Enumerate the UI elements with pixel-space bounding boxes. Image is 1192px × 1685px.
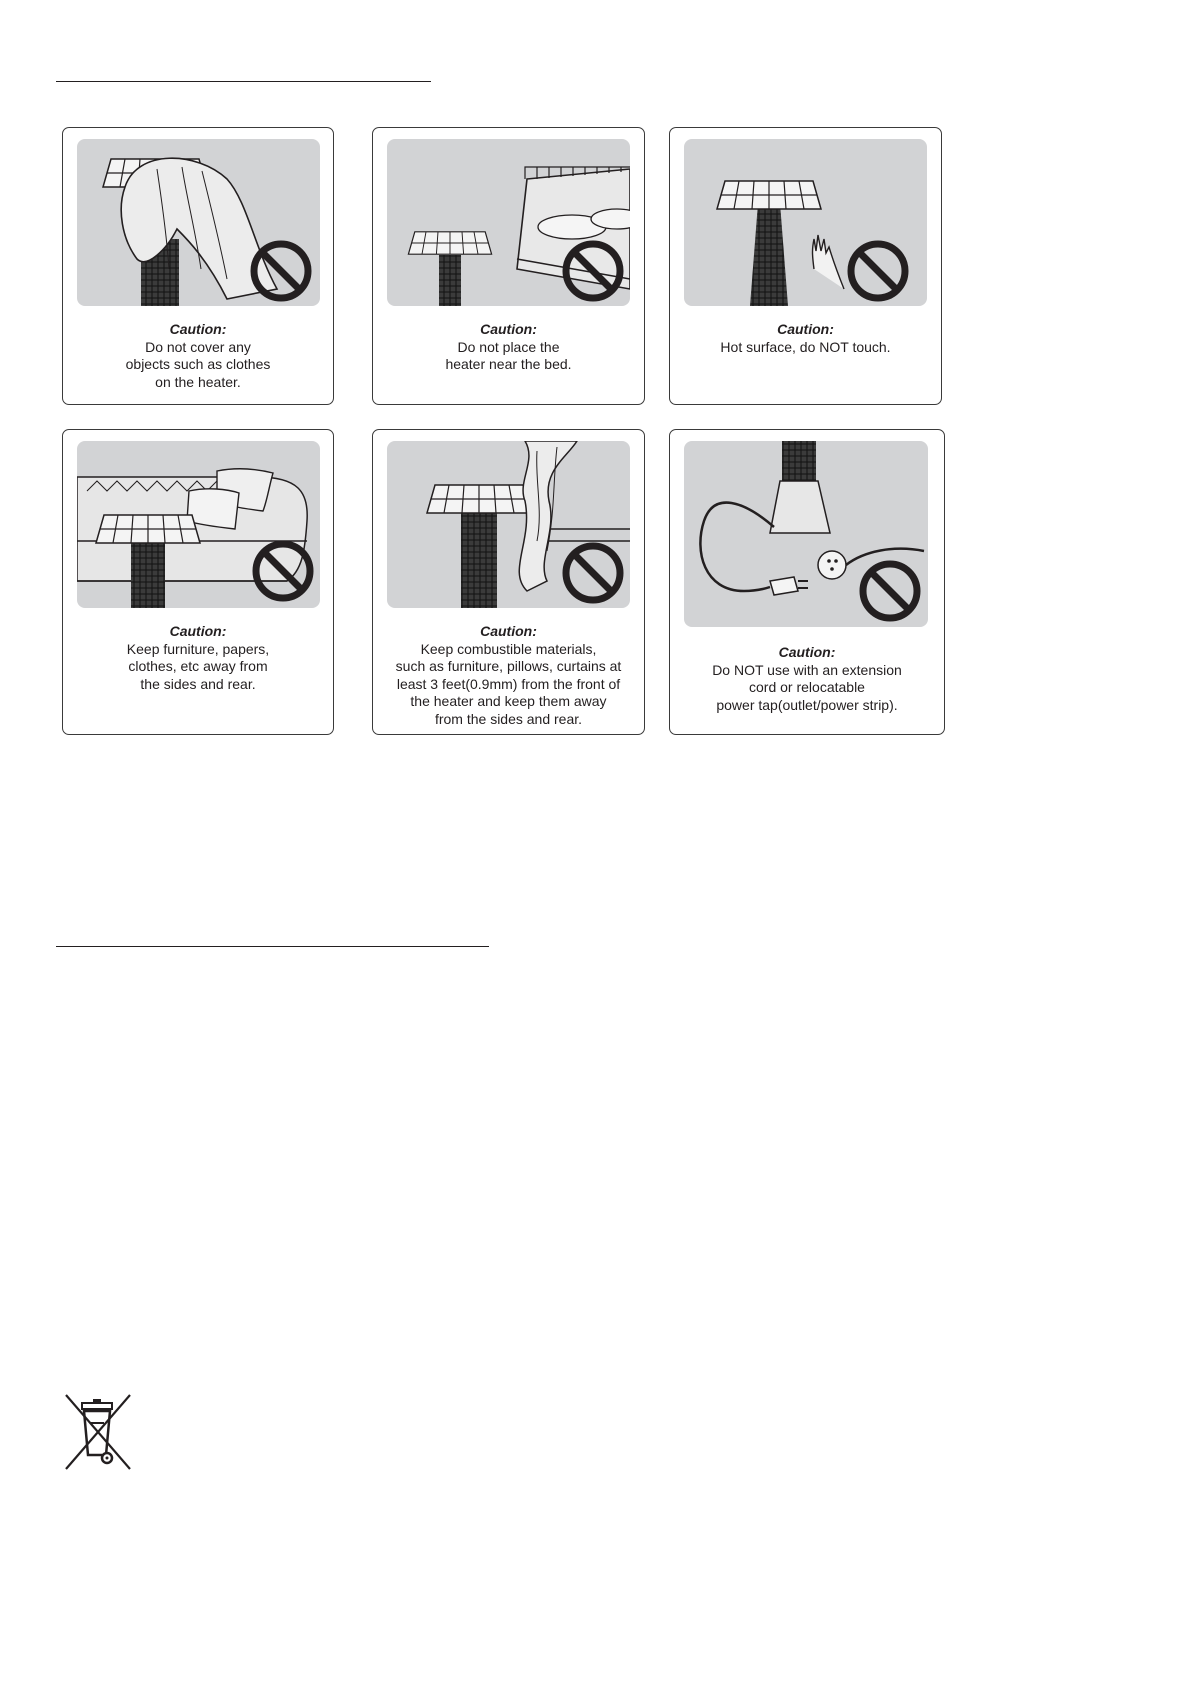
caution-line: Do not place the: [457, 338, 560, 355]
caution-text: [373, 321, 644, 374]
caution-line: cord or relocatable: [749, 679, 865, 695]
illustration-heater-near-bed: [387, 139, 630, 306]
caution-line: the heater and keep them away: [410, 693, 607, 709]
crossed-out-wheelie-bin-icon: [60, 1393, 136, 1471]
illustration-extension-cord: [684, 441, 928, 627]
caution-card-combustibles: [372, 429, 645, 735]
caution-text: [63, 623, 333, 693]
section-divider-middle: [56, 946, 489, 947]
caution-line: least 3 feet(0.9mm) from the front of: [396, 675, 621, 692]
caution-line: the sides and rear.: [140, 675, 256, 692]
illustration-heater-near-sofa: [77, 441, 320, 608]
illustration-hot-surface: [684, 139, 927, 306]
caution-line: heater near the bed.: [445, 356, 572, 372]
caution-text: [373, 623, 644, 728]
caution-line: Do not cover any: [145, 338, 251, 355]
caution-line: Do NOT use with an extension: [712, 661, 902, 678]
caution-card-bed: [372, 127, 645, 405]
caution-line: Keep combustible materials,: [420, 640, 597, 657]
caution-card-hot-surface: [669, 127, 942, 405]
illustration-heater-near-curtain: [387, 441, 630, 608]
caution-card-cover: [62, 127, 334, 405]
caution-line: objects such as clothes: [125, 356, 271, 372]
caution-title: Caution:: [777, 321, 834, 337]
caution-line: power tap(outlet/power strip).: [716, 696, 898, 713]
caution-line: from the sides and rear.: [434, 710, 583, 727]
caution-title: Caution:: [778, 644, 836, 660]
caution-text: [63, 321, 333, 391]
caution-text: [670, 321, 941, 356]
section-divider-top: [56, 81, 431, 82]
caution-card-furniture: [62, 429, 334, 735]
caution-text: [670, 644, 944, 714]
caution-title: Caution:: [480, 321, 537, 337]
illustration-covered-heater: [77, 139, 320, 306]
caution-title: Caution:: [480, 623, 537, 639]
caution-title: Caution:: [169, 321, 227, 337]
caution-line: such as furniture, pillows, curtains at: [395, 658, 622, 674]
caution-title: Caution:: [169, 623, 227, 639]
caution-line: on the heater.: [155, 373, 241, 390]
caution-line: Hot surface, do NOT touch.: [720, 338, 891, 355]
caution-line: clothes, etc away from: [128, 658, 268, 674]
caution-card-extension-cord: [669, 429, 945, 735]
caution-line: Keep furniture, papers,: [126, 640, 270, 657]
